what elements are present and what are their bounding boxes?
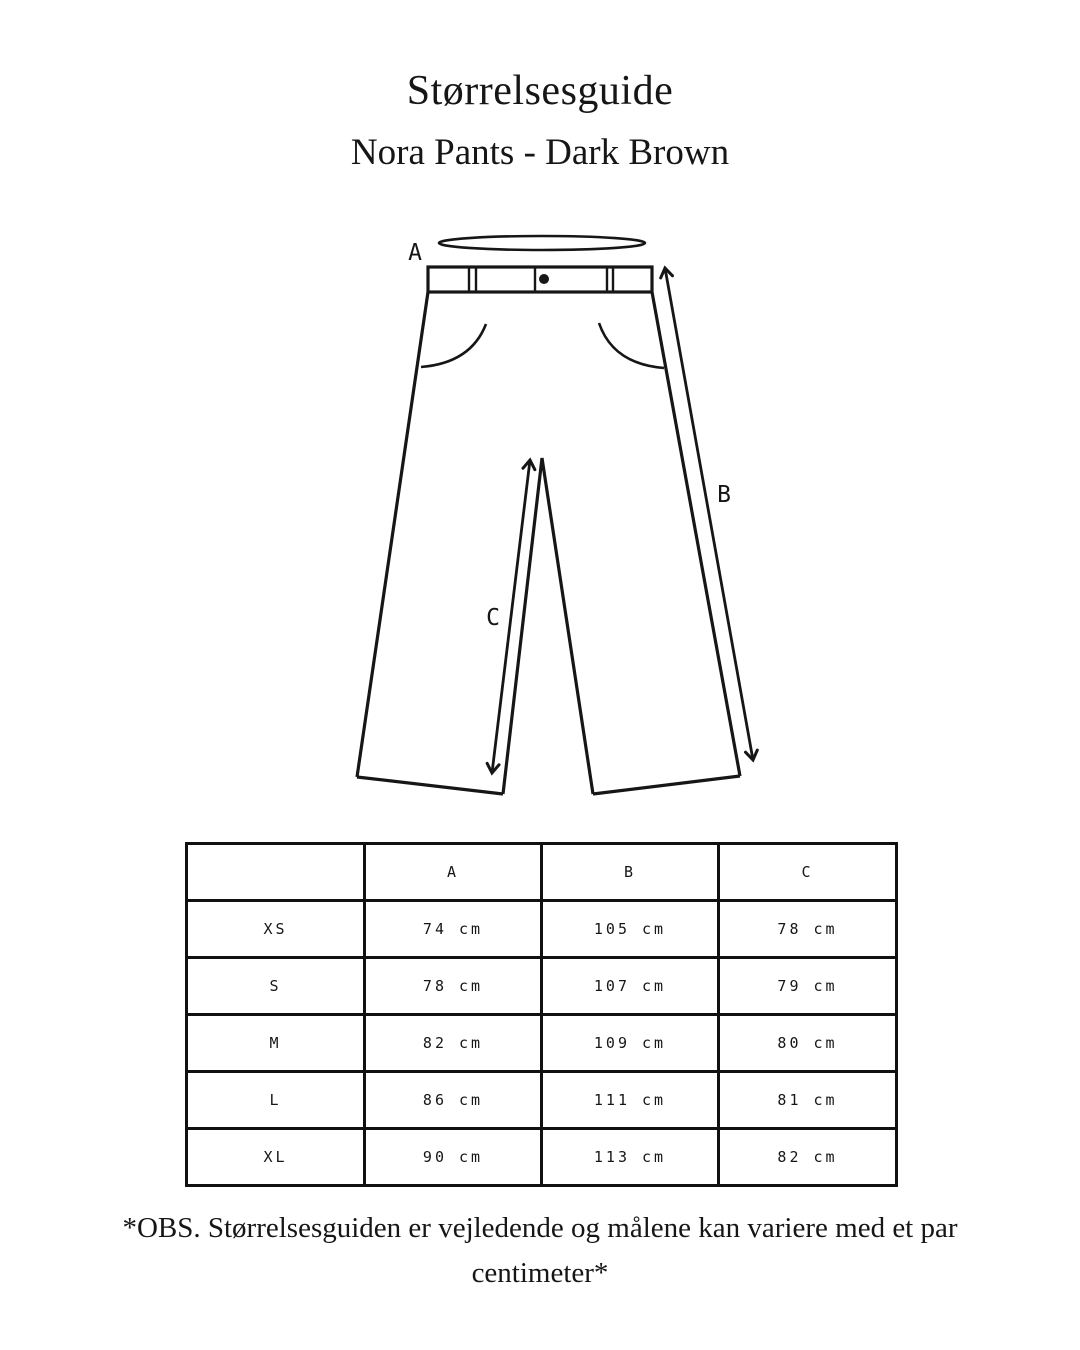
size-label: M	[187, 1015, 365, 1072]
measurement-label-b: B	[717, 482, 731, 508]
left-pocket-curve	[421, 324, 486, 367]
table-cell: 86 cm	[365, 1072, 542, 1129]
table-row-xs	[187, 901, 897, 958]
waist-opening-ellipse	[439, 236, 645, 250]
measurement-arrow-b	[665, 268, 753, 760]
size-label: XS	[187, 901, 365, 958]
table-cell: 81 cm	[719, 1072, 897, 1129]
table-cell: 78 cm	[719, 901, 897, 958]
size-table	[185, 842, 898, 1187]
table-cell: 105 cm	[542, 901, 719, 958]
size-label: L	[187, 1072, 365, 1129]
table-row-xl	[187, 1129, 897, 1186]
table-cell: 90 cm	[365, 1129, 542, 1186]
table-header-b: B	[542, 844, 719, 901]
table-cell: 113 cm	[542, 1129, 719, 1186]
table-header-empty	[187, 844, 365, 901]
table-header-c: C	[719, 844, 897, 901]
measurement-arrow-c	[492, 460, 530, 773]
table-cell: 107 cm	[542, 958, 719, 1015]
measurement-label-c: C	[486, 605, 500, 631]
size-label: XL	[187, 1129, 365, 1186]
table-cell: 109 cm	[542, 1015, 719, 1072]
page-title: Størrelsesguide	[406, 68, 674, 114]
button	[539, 274, 549, 284]
left-hem	[357, 777, 503, 794]
left-outer-seam	[357, 292, 428, 777]
size-table-header-row	[187, 844, 897, 901]
right-hem	[593, 776, 740, 794]
disclaimer-line-2: centimeter*	[471, 1256, 609, 1289]
belt-loops	[469, 267, 613, 292]
table-cell: 82 cm	[365, 1015, 542, 1072]
table-row-s	[187, 958, 897, 1015]
disclaimer-note	[0, 1206, 1080, 1296]
table-row-l	[187, 1072, 897, 1129]
table-cell: 111 cm	[542, 1072, 719, 1129]
table-cell: 79 cm	[719, 958, 897, 1015]
table-cell: 74 cm	[365, 901, 542, 958]
disclaimer-line-1: *OBS. Størrelsesguiden er vejledende og målene kan variere med et par	[122, 1212, 958, 1244]
table-cell: 82 cm	[719, 1129, 897, 1186]
table-row-m	[187, 1015, 897, 1072]
measurement-label-a: A	[408, 240, 422, 266]
table-cell: 78 cm	[365, 958, 542, 1015]
table-cell: 80 cm	[719, 1015, 897, 1072]
waistband	[428, 267, 652, 292]
size-label: S	[187, 958, 365, 1015]
product-subtitle: Nora Pants - Dark Brown	[350, 132, 730, 173]
table-header-a: A	[365, 844, 542, 901]
inseam-crotch	[503, 458, 593, 794]
right-outer-seam	[652, 292, 740, 776]
right-pocket-curve	[599, 323, 664, 368]
